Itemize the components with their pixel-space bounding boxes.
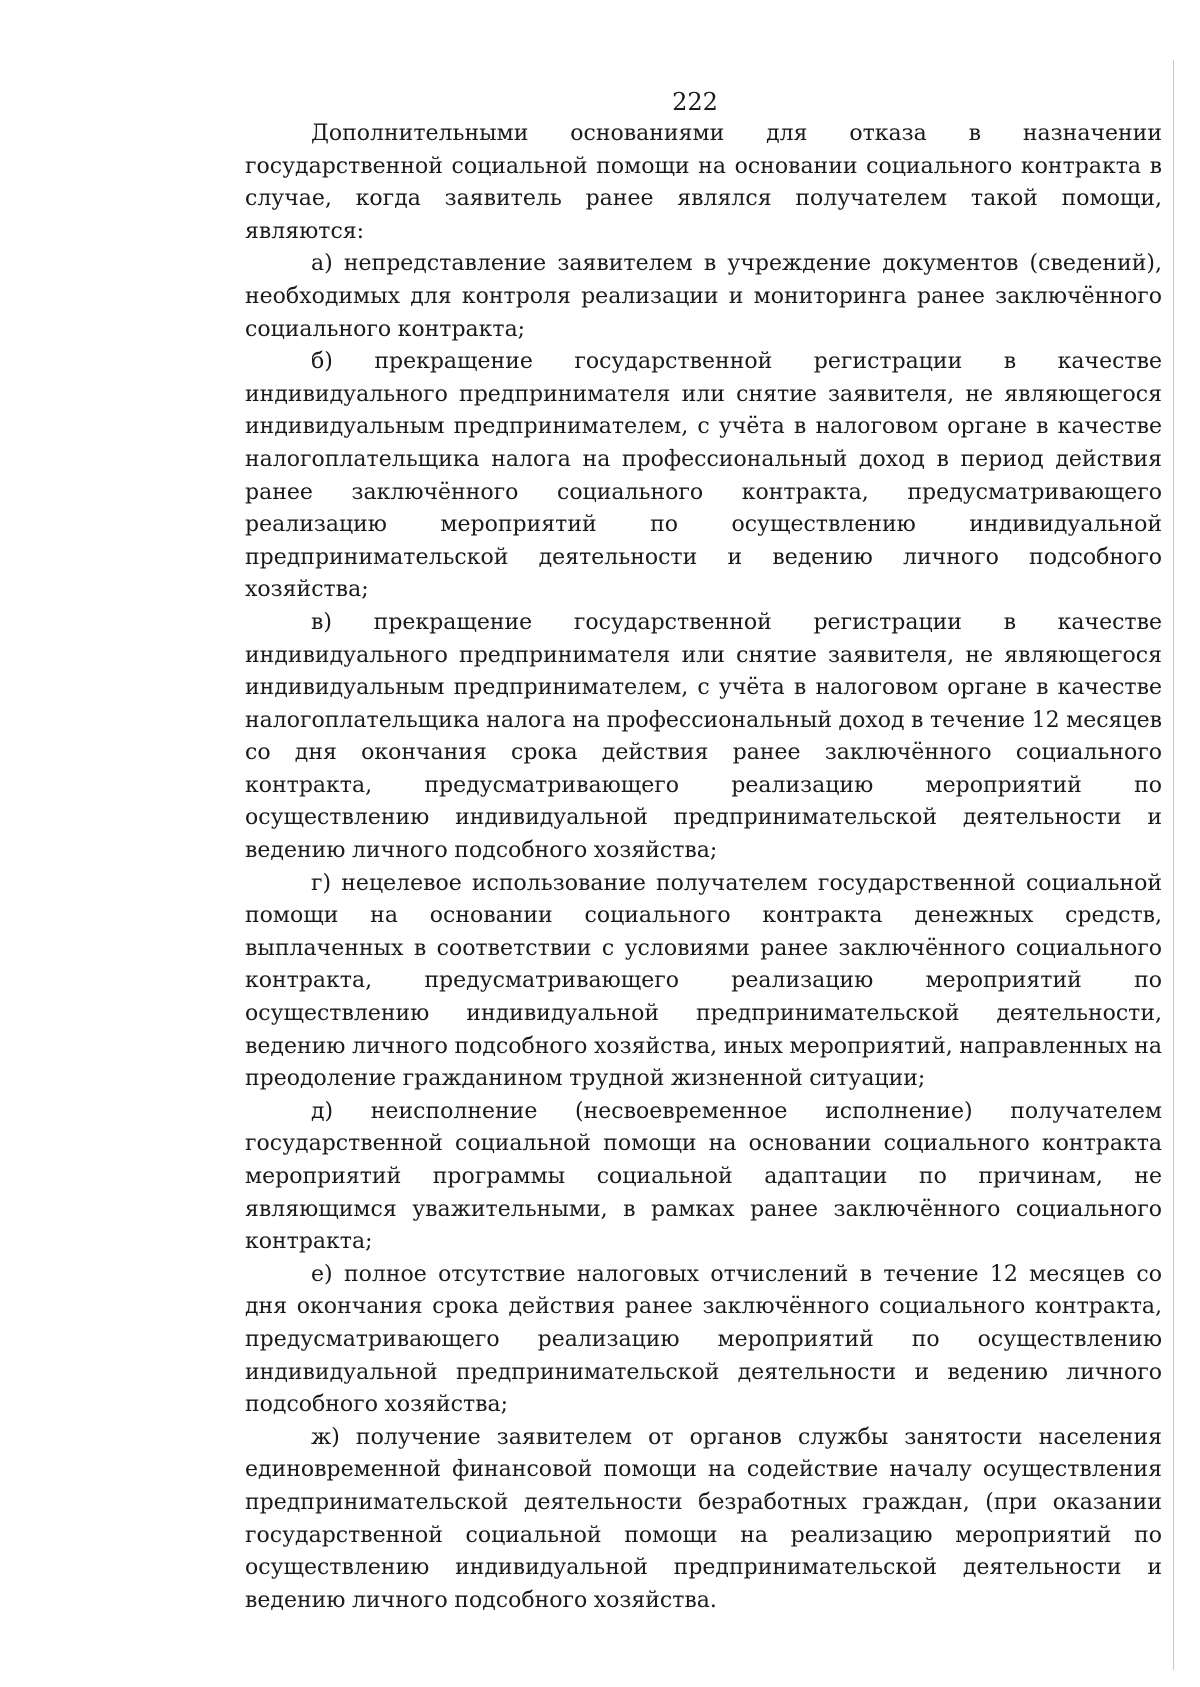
paragraph-item-g: г) нецелевое использование получателем государственной социальной помощи на основании социального контракта денежных средств, выплаченных в соответствии с условиями ранее заключённого социального контракта, предусматривающего реализацию мероприятий по осуществлению индивидуальной предпринимательской деятельности, ведению личного подсобного хозяйства, иных мероприятий, направленных на преодоление гражданином трудной жизненной ситуации; — [245, 870, 1162, 1092]
paragraph-item-d: д) неисполнение (несвоевременное исполнение) получателем государственной социальной помощи на основании социального контракта мероприятий программы социальной адаптации по причинам, не являющимся уважительными, в рамках ранее заключённого социального контракта; — [245, 1098, 1162, 1255]
paragraph-item-a: а) непредставление заявителем в учреждение документов (сведений), необходимых для контроля реализации и мониторинга ранее заключённого социального контракта; — [245, 251, 1162, 342]
paragraph-item-b: б) прекращение государственной регистрации в качестве индивидуального предпринимателя или снятие заявителя, не являющегося индивидуальным предпринимателем, с учёта в налоговом органе в качестве налогоплательщика налога на профессиональный доход в период действия ранее заключённого социального контракта, предусматривающего реализацию мероприятий по осуществлению индивидуальной предпринимательской деятельности и ведению личного подсобного хозяйства; — [245, 349, 1162, 603]
paragraph-item-v: в) прекращение государственной регистрации в качестве индивидуального предпринимателя или снятие заявителя, не являющегося индивидуальным предпринимателем, с учёта в налоговом органе в качестве налогоплательщика налога на профессиональный доход в течение 12 месяцев со дня окончания срока действия ранее заключённого социального контракта, предусматривающего реализацию мероприятий по осуществлению индивидуальной предпринимательской деятельности и ведению личного подсобного хозяйства; — [245, 609, 1162, 864]
paragraph-item-zh: ж) получение заявителем от органов службы занятости населения единовременной финансовой помощи на содействие началу осуществления предпринимательской деятельности безработных граждан, (при оказании государственной социальной помощи на реализацию мероприятий по осуществлению индивидуальной предпринимательской деятельности и ведению личного подсобного хозяйства. — [245, 1424, 1162, 1613]
paragraph-intro: Дополнительными основаниями для отказа в назначении государственной социальной помощи на основании социального контракта в случае, когда заявитель ранее являлся получателем такой помощи, являются: — [245, 121, 1162, 244]
document-body — [245, 118, 1162, 1617]
paragraph-item-e: е) полное отсутствие налоговых отчислений в течение 12 месяцев со дня окончания срока действия ранее заключённого социального контракта, предусматривающего реализацию мероприятий по осуществлению индивидуальной предпринимательской деятельности и ведению личного подсобного хозяйства; — [245, 1261, 1162, 1418]
page-number: 222 — [672, 88, 718, 116]
scan-edge-line — [1173, 60, 1174, 1670]
